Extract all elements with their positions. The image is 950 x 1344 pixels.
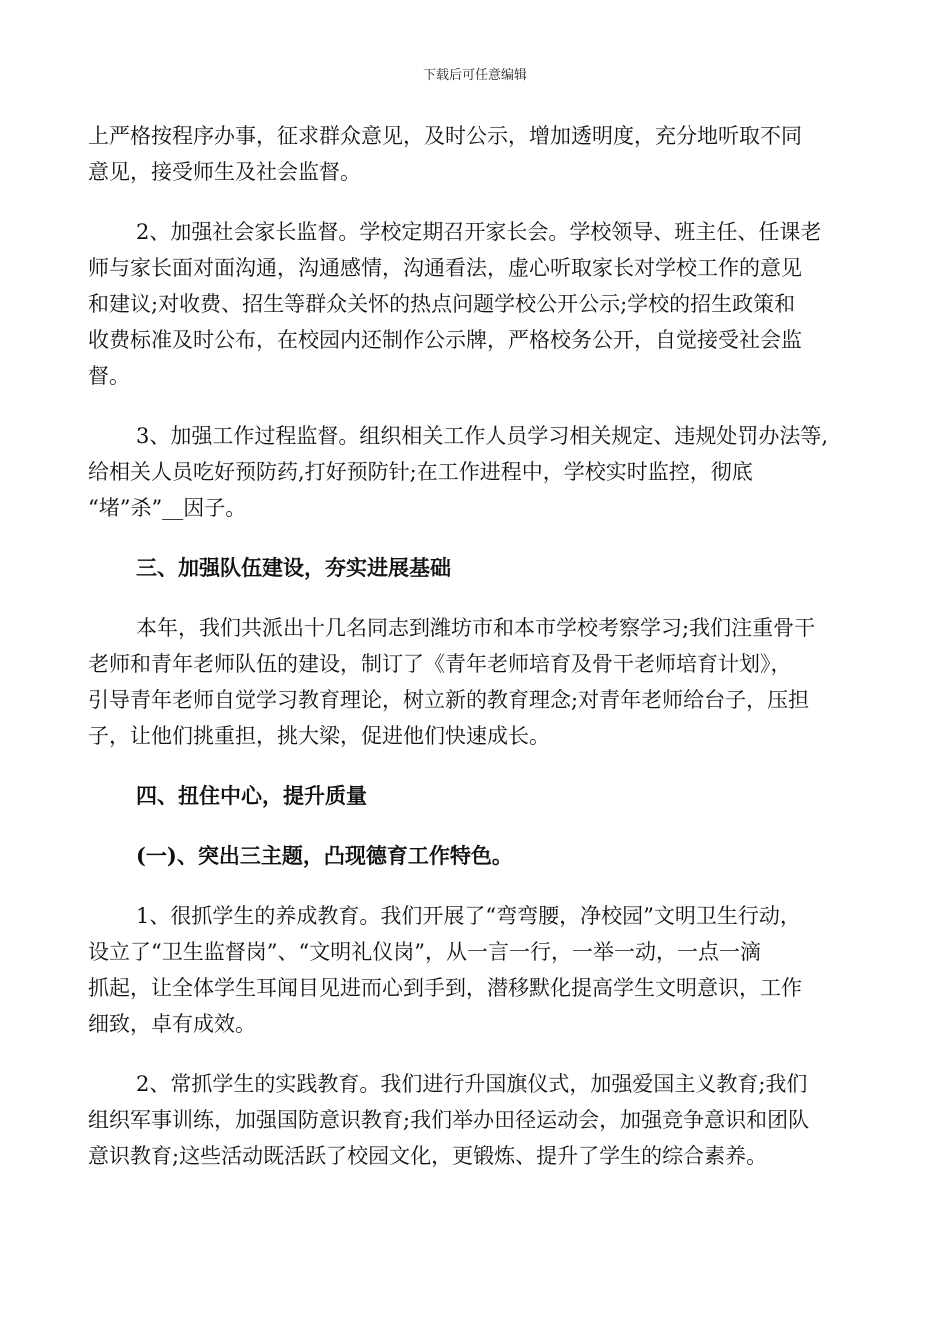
text-line: 1、很抓学生的养成教育。我们开展了“弯弯腰，净校园”文明卫生行动， (136, 904, 801, 928)
text-line: 子，让他们挑重担，挑大梁，促进他们快速成长。 (88, 724, 550, 748)
text-line: 收费标准及时公布，在校园内还制作公示牌，严格校务公开，自觉接受社会监 (88, 328, 802, 352)
section-heading-4: 四、扭住中心，提升质量 (136, 783, 367, 808)
text-line: “堵”杀”__因子。 (88, 496, 247, 520)
text-line: 上严格按程序办事，征求群众意见，及时公示，增加透明度，充分地听取不同 (88, 124, 802, 148)
text-line: 意见，接受师生及社会监督。 (88, 160, 361, 184)
text-line: 本年，我们共派出十几名同志到潍坊市和本市学校考察学习;我们注重骨干 (136, 616, 816, 640)
text-line: 督。 (88, 364, 130, 388)
text-line: 设立了“卫生监督岗”、“文明礼仪岗”，从一言一行，一举一动，一点一滴 (88, 940, 761, 964)
page-header: 下载后可任意编辑 (422, 68, 527, 83)
text-line: 组织军事训练，加强国防意识教育;我们举办田径运动会，加强竞争意识和团队 (88, 1108, 810, 1132)
text-line: 给相关人员吃好预防药,打好预防针;在工作进程中，学校实时监控，彻底 (88, 460, 753, 484)
text-line: 意识教育;这些活动既活跃了校园文化，更锻炼、提升了学生的综合素养。 (88, 1144, 768, 1168)
text-line: 老师和青年老师队伍的建设，制订了《青年老师培育及骨干老师培育计划》， (88, 652, 792, 676)
text-line: 引导青年老师自觉学习教育理论，树立新的教育理念;对青年老师给台子，压担 (88, 688, 810, 712)
subsection-heading-1: (一)、突出三主题，凸现德育工作特色。 (136, 843, 513, 868)
text-line: 和建议;对收费、招生等群众关怀的热点问题学校公开公示;学校的招生政策和 (88, 292, 796, 316)
paragraph-2 (88, 214, 868, 394)
text-line: 2、常抓学生的实践教育。我们进行升国旗仪式，加强爱国主义教育;我们 (136, 1072, 808, 1096)
text-line: 抓起，让全体学生耳闻目见进而心到手到，潜移默化提高学生文明意识，工作 (88, 976, 802, 1000)
section-heading-3: 三、加强队伍建设，夯实进展基础 (136, 555, 451, 580)
paragraph-4 (88, 610, 868, 754)
paragraph-3 (88, 418, 868, 526)
text-line: 细致，卓有成效。 (88, 1012, 256, 1036)
text-line: 师与家长面对面沟通，沟通感情，沟通看法，虚心听取家长对学校工作的意见 (88, 256, 802, 280)
paragraph-6 (88, 1066, 868, 1174)
paragraph-1 (88, 118, 868, 190)
text-line: 3、加强工作过程监督。组织相关工作人员学习相关规定、违规处罚办法等, (136, 424, 829, 448)
paragraph-5 (88, 898, 868, 1042)
document-body (88, 118, 868, 1198)
text-line: 2、加强社会家长监督。学校定期召开家长会。学校领导、班主任、任课老 (136, 220, 822, 244)
